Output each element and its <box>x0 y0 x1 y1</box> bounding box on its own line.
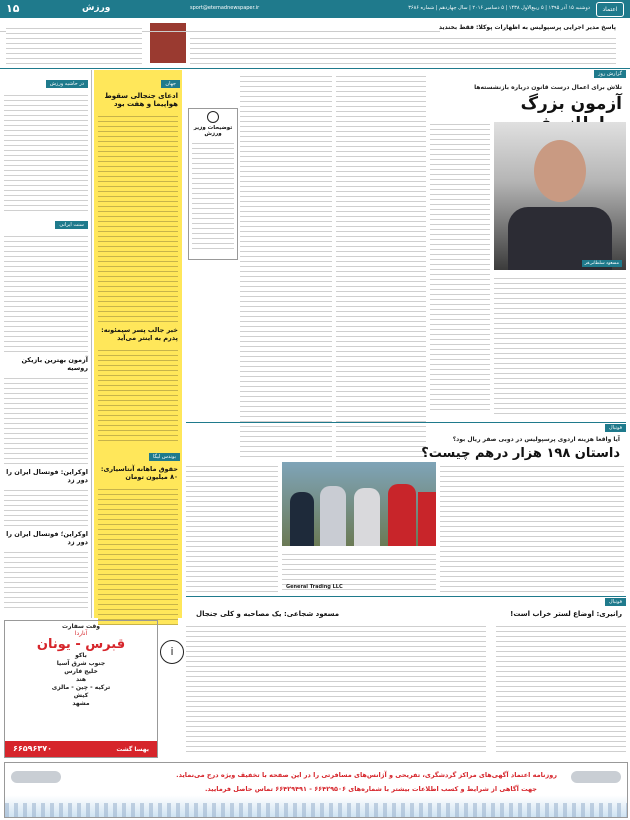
bottom-stories <box>186 598 626 758</box>
persepolis-body-c <box>440 462 624 592</box>
sidebar-body-1 <box>98 112 178 322</box>
main-story <box>430 70 626 420</box>
inset-icon <box>207 111 219 123</box>
ad-header: وقت سفارت <box>61 623 101 630</box>
left-body-4 <box>4 486 88 526</box>
left-tag-1: در حاشیه ورزش <box>46 80 88 88</box>
top-story-title: پاسخ مدیر اجرایی پرسپولیس به اظهارات پوکلا: فقط بخندید <box>438 24 616 31</box>
ad-line-2: جنوب شرق آسیا <box>56 660 106 667</box>
bottom-title-right: رانیری: اوضاع لستر خراب است! <box>510 610 622 618</box>
inset-body <box>192 139 234 249</box>
left-body-1 <box>4 91 88 211</box>
bottom-ad-banner <box>4 762 628 818</box>
sidebar-title-1: ادعای جنجالی سقوط هواپیما و هفت بود <box>104 92 178 108</box>
players-photo <box>282 462 436 546</box>
date-line: دوشنبه ۱۵ آذر ۱۳۹۵ | ۵ ربیع‌الاول ۱۴۳۸ | ۵ دسامبر ۲۰۱۶ | سال چهاردهم | شماره ۳۶۸۶ <box>408 5 590 11</box>
newspaper-logo: اعتماد <box>596 2 624 17</box>
ad-brand: آناردا <box>74 630 88 637</box>
ad-title: قبرس - یونان <box>36 637 126 652</box>
left-column <box>4 70 88 618</box>
page-number: ۱۵ <box>6 2 20 15</box>
ad-line-3: خلیج فارس <box>64 668 98 675</box>
main-story-body-right <box>494 274 626 414</box>
main-story-continuation <box>186 70 428 460</box>
section-title: ورزش <box>82 3 111 13</box>
left-body-3 <box>4 374 88 464</box>
sidebar-tag: جهان <box>161 80 180 88</box>
bottom-title-mid: مسعود شجاعی: یک مصاحبه و کلی جنجال <box>196 610 340 618</box>
persepolis-title: داستان ۱۹۸ هزار درهم چیست؟ <box>421 446 620 461</box>
left-title-2: اوکراین: فوتسال ایران را دور زد <box>6 468 88 484</box>
main-story-title: آزمون بزرگ <box>520 94 622 114</box>
minister-inset <box>188 108 238 260</box>
sidebar-title-2: خبر جالب پسر سیمئونه: پدرم به اینتر می‌آید <box>101 326 178 342</box>
left-body-2 <box>4 232 88 352</box>
persepolis-tag: فوتبال <box>605 424 626 432</box>
sidebar-box-tag: بوندس لیگا <box>149 453 180 461</box>
info-icon: i <box>160 640 184 664</box>
persepolis-kicker: آیا واقعا هزینه اردوی پرسپولیس در دوبی صفر ریال بود؟ <box>452 436 620 443</box>
airplane-icon-right <box>571 771 621 783</box>
ad-footer-label: بهسا گشت <box>116 746 149 753</box>
ad-line-6: کیش <box>73 692 89 699</box>
top-story-photo <box>150 23 186 63</box>
ad-phone[interactable]: ۶۶۵۹۶۳۷۰ <box>13 744 53 753</box>
ad-line-5: ترکیه - چین - مالزی <box>51 684 111 691</box>
main-story-tag: گزارش روز <box>594 70 626 78</box>
inset-title: توضیحات وزیر ورزش <box>193 125 233 137</box>
left-title-3: اوکراین؛ فوتسال ایران را دور زد <box>6 530 88 546</box>
main-story-col-b <box>336 72 426 457</box>
section-email[interactable]: sport@etemadnewspaper.ir <box>190 5 260 11</box>
sidebar-body-2 <box>98 346 178 441</box>
minister-face <box>534 140 586 202</box>
page-header <box>0 0 630 18</box>
travel-ad <box>4 620 158 758</box>
top-story-body-left <box>6 24 142 64</box>
left-body-5 <box>4 548 88 608</box>
sidebar-box-title: حقوق ماهانه آنتاسیاری: ۸۰ میلیون تومان <box>100 465 178 481</box>
left-tag-2: سنت ایرانی <box>55 221 88 229</box>
bottom-tag: فوتبال <box>605 598 626 606</box>
kit-caption: General Trading LLC <box>286 584 343 590</box>
ad-line-7: مشهد <box>72 700 90 707</box>
left-title-1: آزمون بهترین بازیکن روسیه <box>21 356 88 372</box>
main-story-body-left <box>430 120 490 410</box>
persepolis-story <box>186 424 626 594</box>
main-story-col-a <box>240 72 332 457</box>
airplane-icon <box>11 771 61 783</box>
top-story <box>0 20 630 68</box>
ad-footer <box>5 741 157 757</box>
photo-caption: مسعود سلطانی‌فر <box>582 260 622 267</box>
ad-line-1: باکو <box>75 652 87 659</box>
ad-line-4: هند <box>75 676 87 683</box>
yellow-sidebar <box>94 70 182 618</box>
bottom-ad-line-1: روزنامه اعتماد آگهی‌های مراکز گردشگری، تفریحی و آژانس‌های مسافرتی را در این صفحه با تخفیف ویژه درج می‌نماید. <box>176 771 557 779</box>
bottom-ad-line-2: جهت آگاهی از شرایط و کسب اطلاعات بیشتر با شماره‌های ۶۶۴۲۹۵۰۶ - ۶۶۴۲۹۴۹۱ تماس حاصل فرمایید. <box>204 785 537 793</box>
sidebar-body-3 <box>98 485 178 625</box>
skyline-decoration <box>5 803 627 817</box>
minister-photo <box>494 122 626 270</box>
persepolis-body-a <box>186 462 278 592</box>
bottom-body-mid <box>186 622 486 756</box>
main-story-kicker: تلاش برای اعمال درست قانون درباره بازنشسته‌ها <box>474 84 622 91</box>
top-story-body <box>190 34 616 64</box>
bottom-body-right <box>496 622 626 756</box>
